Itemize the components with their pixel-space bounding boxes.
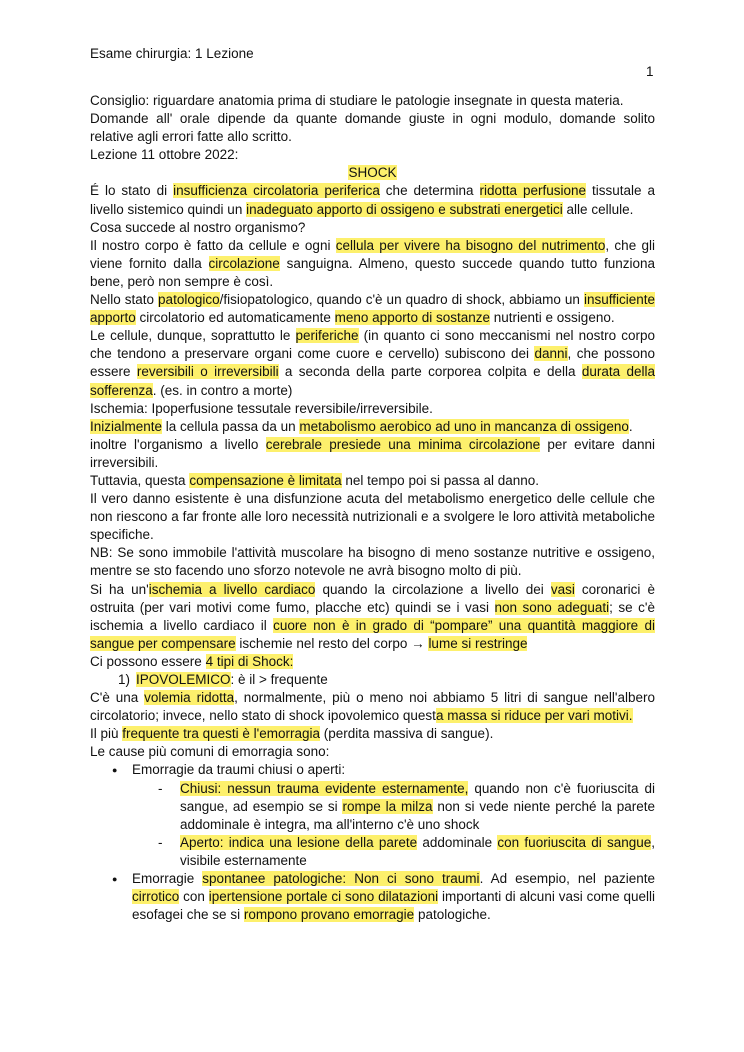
- metabolism-line: Inizialmente la cellula passa da un metabolismo aerobico ad uno in mancanza di ossigeno.: [90, 418, 633, 434]
- pathologic-paragraph: Nello stato patologico/fisiopatologico, quando c'è un quadro di shock, abbiamo un insufficiente apporto circolatorio ed automaticamente meno apporto di sostanze nutrienti e ossigeno.: [90, 292, 655, 326]
- note-paragraph: NB: Se sono immobile l'attività muscolare ha bisogno di meno sostanze nutritive e ossigeno, mentre se sto facendo uno sforzo notevole ne avrà bisogno molto di più.: [90, 545, 655, 579]
- damage-paragraph: Il vero danno esistente è una disfunzione acuta del metabolismo energetico delle cellule che non riescono a far fronte alle loro necessità nutrizionali e a svolgere le loro attività metaboliche specifiche.: [90, 491, 655, 543]
- trauma-sublist: [132, 780, 655, 870]
- section-title-text: SHOCK: [348, 165, 397, 181]
- question-line: Cosa succede al nostro organismo?: [90, 219, 306, 235]
- compensation-line: Tuttavia, questa compensazione è limitata nel tempo poi si passa al danno.: [90, 472, 540, 488]
- nutrition-paragraph: Il nostro corpo è fatto da cellule e ogni cellula per vivere ha bisogno del nutrimento, che gli viene fornito dalla circolazione sanguigna. Almeno, questo succede quando tutto funziona bene, però non sempre è così.: [90, 237, 655, 289]
- list-item-open: - Aperto: indica una lesione della parete addominale con fuoriuscita di sangue, visibile esternamente: [158, 834, 656, 868]
- causes-intro: Le cause più comuni di emorragia sono:: [90, 744, 330, 760]
- volemia-paragraph: C'è una volemia ridotta, normalmente, più o meno noi abbiamo 5 litri di sangue nell'albero circolatorio; invece, nello stato di shock ipovolemico questa massa si riduce per vari motivi.: [90, 690, 655, 724]
- hemorrhage-line: Il più frequente tra questi è l'emorragia (perdita massiva di sangue).: [90, 726, 494, 742]
- cardiac-ischemia-paragraph: Si ha un'ischemia a livello cardiaco quando la circolazione a livello dei vasi coronarici è ostruita (per vari motivi come fumo, placche etc) quindi se i vasi non sono adeguati; se c'è ischemia a livello cardiaco il cuore non è in grado di “pompare” una quantità maggiore di sangue per compensare ischemie nel resto del corpo → lume si restringe: [90, 581, 655, 651]
- section-title: [90, 164, 655, 182]
- list-item-trauma: ● Emorragie da traumi chiusi o aperti: - Chiusi: nessun trauma evidente esternamente, quando non c'è fuoriuscita di sangue, ad esempio se si rompe la milza non si vede niente perché la parete addominale è integra, ma all'interno c'è uno shock - Aperto: indica una lesione della parete addominale con fuoriuscita di sangue, visibile esternamente: [90, 761, 655, 870]
- cells-paragraph: Le cellule, dunque, soprattutto le periferiche (in quanto ci sono meccanismi nel nostro corpo che tendono a preservare organi come cuore e cervello) subiscono dei danni, che possono essere reversibili o irreversibili a seconda della parte corporea colpita e della durata della sofferenza. (es. in contro a morte): [90, 328, 656, 398]
- cerebral-paragraph: inoltre l'organismo a livello cerebrale presiede una minima circolazione per evitare danni irreversibili.: [90, 436, 655, 470]
- ischemia-definition: Ischemia: Ipoperfusione tessutale reversibile/irreversibile.: [90, 400, 433, 416]
- page-number: 1: [646, 64, 654, 79]
- shock-types-line: Ci possono essere 4 tipi di Shock:: [90, 653, 294, 669]
- definition-paragraph: É lo stato di insufficienza circolatoria periferica che determina ridotta perfusione tissutale a livello sistemico quindi un inadeguato apporto di ossigeno e substrati energetici alle cellule.: [90, 183, 655, 217]
- document-body: [90, 92, 655, 924]
- numbered-item-hypovolemic: 1) IPOVOLEMICO: è il > frequente: [118, 672, 328, 687]
- oral-exam-paragraph: Domande all' orale dipende da quante domande giuste in ogni modulo, domande solito relative agli errori fatte allo scritto.: [90, 111, 655, 145]
- list-item-spontaneous: ● Emorragie spontanee patologiche: Non ci sono traumi. Ad esempio, nel paziente cirrotico con ipertensione portale ci sono dilatazioni importanti di alcuni vasi come quelli esofagei che se si rompono provano emorragie patologiche.: [90, 870, 655, 924]
- list-item-closed: - Chiusi: nessun trauma evidente esternamente, quando non c'è fuoriuscita di sangue, ad esempio se si rompe la milza non si vede niente perché la parete addominale è integra, ma all'interno c'è uno shock: [158, 780, 656, 832]
- causes-list: [90, 761, 655, 924]
- advice-paragraph: Consiglio: riguardare anatomia prima di studiare le patologie insegnate in questa materia.: [90, 93, 624, 108]
- lesson-date: Lezione 11 ottobre 2022:: [90, 147, 239, 163]
- document-header: Esame chirurgia: 1 Lezione: [90, 46, 254, 61]
